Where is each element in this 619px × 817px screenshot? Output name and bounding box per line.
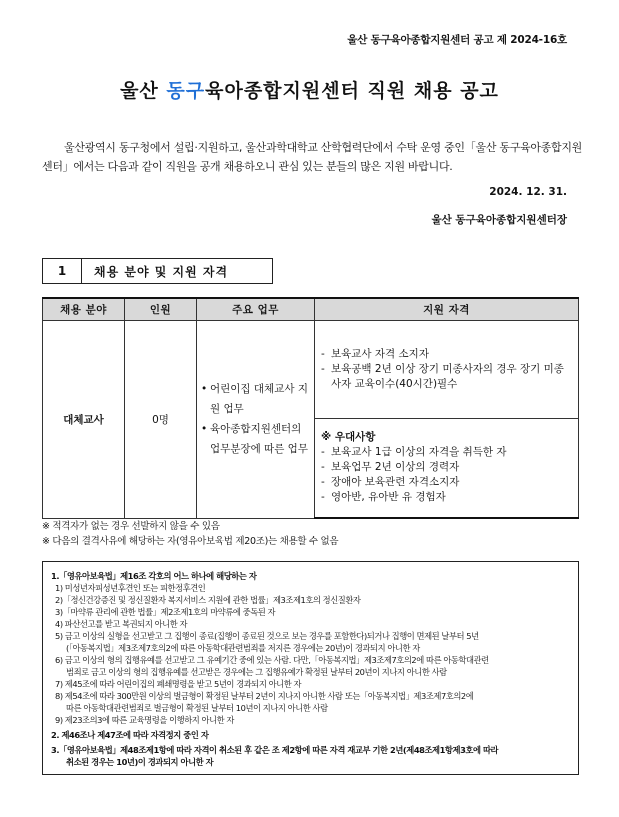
- disqualification-box: [42, 561, 579, 775]
- table-row: [43, 320, 579, 418]
- notice-date: 2024. 12. 31.: [489, 186, 567, 198]
- page-title: [0, 76, 619, 103]
- category-cell: 대체교사: [43, 320, 125, 518]
- header-duties: 주요 업무: [197, 298, 315, 320]
- intro-paragraph: 울산광역시 동구청에서 설립·지원하고, 울산과학대학교 산학협력단에서 수탁 운영 중인「울산 동구육아종합지원센터」에서는 다음과 같이 직원을 공개 채용하오니 관심 있는 분들의 많은 지원 바랍니다.: [42, 141, 582, 173]
- header-count: 인원: [125, 298, 197, 320]
- note-no-qualified: ※ 적격자가 없는 경우 선발하지 않을 수 있음: [42, 521, 220, 532]
- section-title: 채용 분야 및 지원 자격: [82, 258, 273, 284]
- disq-sub-item: 4) 파산선고를 받고 복권되지 아니한 자: [55, 619, 188, 629]
- disq-item-3: 3.「영유아보육법」제48조제1항에 따라 자격이 취소된 후 같은 조 제2항에 따른 자격 재교부 기한 2년(제48조제1항제3호에 따라: [51, 745, 499, 755]
- disq-item-3-continuation: 취소된 경우는 10년)이 경과되지 아니한 자: [66, 757, 214, 767]
- disq-sub-continuation: 범죄로 금고 이상의 형의 집행유예를 선고받은 경우에는 그 집행유예가 확정된 날부터 20년이 지나지 아니한 사람: [66, 667, 447, 677]
- header-qualifications: 지원 자격: [315, 298, 579, 320]
- disq-sub-item: 3)「마약류 관리에 관한 법률」제2조제1호의 마약류에 중독된 자: [55, 607, 276, 617]
- duties-cell: [197, 320, 315, 518]
- notice-number: 울산 동구육아종합지원센터 공고 제 2024-16호: [347, 34, 567, 46]
- disq-sub-item: 9) 제23조의3에 따른 교육명령을 이행하지 아니한 자: [55, 715, 234, 725]
- issuer: 울산 동구육아종합지원센터장: [431, 214, 567, 226]
- disq-sub-item: 2)「정신건강증진 및 정신질환자 복지서비스 지원에 관한 법률」제3조제1호의 정신질환자: [55, 595, 361, 605]
- header-category: 채용 분야: [43, 298, 125, 320]
- count-cell: 0명: [125, 320, 197, 518]
- qualifications-cell: [315, 320, 579, 418]
- preference-item: - 영아반, 유아반 유 경험자: [321, 490, 572, 505]
- disq-sub-item: 5) 금고 이상의 실형을 선고받고 그 집행이 종료(집행이 종료된 것으로 보는 경우를 포함한다)되거나 집행이 면제된 날부터 5년: [55, 631, 479, 641]
- table-header-row: [43, 298, 579, 320]
- duty-item: • 육아종합지원센터의 업무분장에 따른 업무: [201, 419, 310, 459]
- note-disqualification: ※ 다음의 결격사유에 해당하는 자(영유아보육법 제20조)는 채용할 수 없음: [42, 536, 339, 547]
- preference-title: ※ 우대사항: [321, 431, 376, 444]
- disq-item-1: 1.「영유아보육법」제16조 각호의 어느 하나에 해당하는 자: [51, 571, 257, 581]
- disq-sub-item: 8) 제54조에 따라 300만원 이상의 벌금형이 확정된 날부터 2년이 지나지 아니한 사람 또는「아동복지법」제3조제7호의2에: [55, 691, 474, 701]
- disq-sub-item: 6) 금고 이상의 형의 집행유예를 선고받고 그 유예기간 중에 있는 사람. 다만,「아동복지법」제3조제7호의2에 따른 아동학대관련: [55, 655, 489, 665]
- preference-item: - 보육업무 2년 이상의 경력자: [321, 460, 572, 475]
- recruitment-table: [42, 297, 579, 519]
- title-prefix: 울산: [120, 80, 167, 102]
- section-number: 1: [42, 258, 82, 284]
- disq-sub-item: 7) 제45조에 따라 어린이집의 폐쇄명령을 받고 5년이 경과되지 아니한 자: [55, 679, 302, 689]
- qualification-item: - 보육교사 자격 소지자: [321, 347, 572, 362]
- disq-sub-continuation: 따른 아동학대관련범죄로 벌금형이 확정된 날부터 10년이 지나지 아니한 사람: [66, 703, 328, 713]
- disq-sub-item: 1) 미성년자피성년후견인 또는 피한정후견인: [55, 583, 206, 593]
- preference-item: - 장애아 보육관련 자격소지자: [321, 475, 572, 490]
- title-suffix: 육아종합지원센터 직원 채용 공고: [205, 80, 499, 102]
- duty-item: • 어린이집 대체교사 지원 업무: [201, 379, 310, 419]
- preferences-cell: [315, 418, 579, 518]
- preference-item: - 보육교사 1급 이상의 자격을 취득한 자: [321, 445, 572, 460]
- disq-item-2: 2. 제46조나 제47조에 따라 자격정지 중인 자: [51, 730, 209, 740]
- qualification-item: - 보육공백 2년 이상 장기 미종사자의 경우 장기 미종사자 교육이수(40시간)필수: [321, 362, 572, 392]
- title-highlight: 동구: [166, 80, 206, 102]
- disq-sub-continuation: (「아동복지법」제3조제7호의2에 따른 아동학대관련범죄를 저지른 경우에는 20년)이 경과되지 아니한 자: [66, 643, 420, 653]
